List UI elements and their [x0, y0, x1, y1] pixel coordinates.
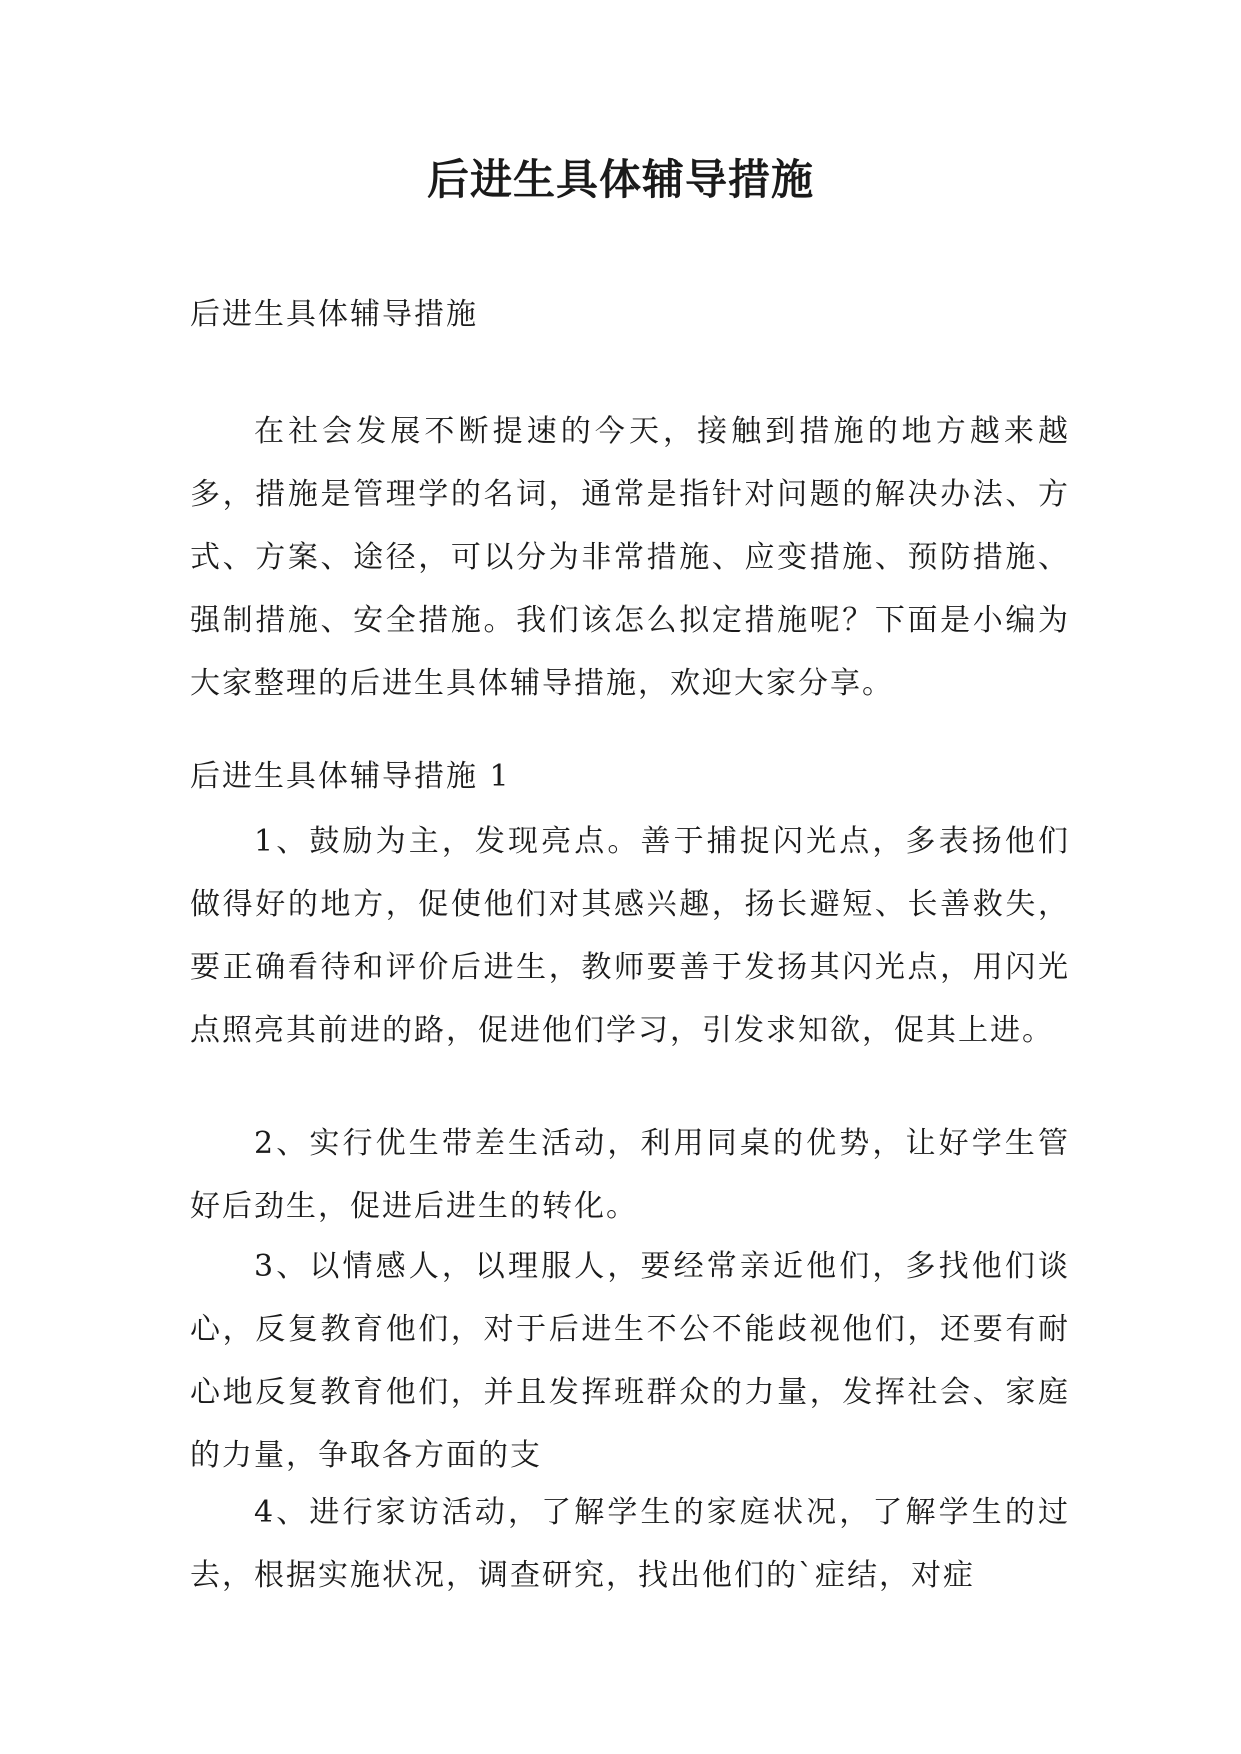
- list-item: 4、进行家访活动，了解学生的家庭状况，了解学生的过去，根据实施状况，调查研究，找出他们的`症结，对症: [190, 1495, 1070, 1593]
- list-item: 2、实行优生带差生活动，利用同桌的优势，让好学生管好后劲生，促进后进生的转化。: [190, 1126, 1070, 1224]
- list-item: 3、以情感人，以理服人，要经常亲近他们，多找他们谈心，反复教育他们，对于后进生不公不能歧视他们，还要有耐心地反复教育他们，并且发挥班群众的力量，发挥社会、家庭的力量，争取各方面的支: [190, 1249, 1070, 1473]
- document-title: 后进生具体辅导措施: [426, 155, 814, 204]
- section-heading: 后进生具体辅导措施 1: [190, 759, 511, 794]
- list-item: 1、鼓励为主，发现亮点。善于捕捉闪光点，多表扬他们做得好的地方，促使他们对其感兴趣，扬长避短、长善救失，要正确看待和评价后进生，教师要善于发扬其闪光点，用闪光点照亮其前进的路，促进他们学习，引发求知欲，促其上进。: [190, 824, 1070, 1048]
- document-subtitle: 后进生具体辅导措施: [190, 297, 478, 332]
- intro-paragraph: 在社会发展不断提速的今天，接触到措施的地方越来越多，措施是管理学的名词，通常是指针对问题的解决办法、方式、方案、途径，可以分为非常措施、应变措施、预防措施、强制措施、安全措施。我们该怎么拟定措施呢？下面是小编为大家整理的后进生具体辅导措施，欢迎大家分享。: [190, 414, 1070, 701]
